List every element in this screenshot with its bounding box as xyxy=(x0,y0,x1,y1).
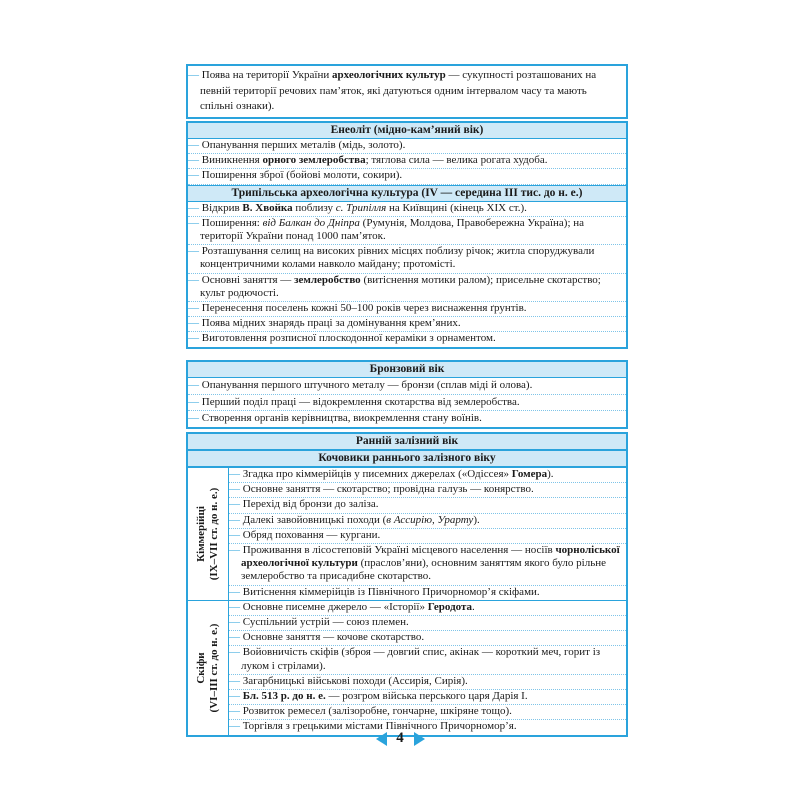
people-dates: (VI–III ст. до н. е.) xyxy=(208,623,220,713)
previous-page-icon[interactable] xyxy=(376,732,387,746)
list-item xyxy=(188,245,626,273)
list-item xyxy=(188,395,626,412)
list-item xyxy=(188,411,626,427)
list-item xyxy=(188,66,626,117)
item-text: Перенесення поселень кожні 50–100 років через виснаження ґрунтів. xyxy=(201,302,527,315)
list-item xyxy=(188,274,626,302)
item-text: Опанування першого штучного металу — бронзи (сплав міді й олова). xyxy=(201,379,533,391)
section-header: Бронзовий вік xyxy=(188,362,626,378)
item-text: ). xyxy=(473,513,480,526)
list-item xyxy=(188,169,626,184)
item-italic: в Ассирію, Урарту xyxy=(386,513,474,526)
section-header: Ранній залізний вік xyxy=(188,434,626,450)
item-text: Витіснення кіммерійців із Північного Причорномор’я скіфами. xyxy=(242,585,540,598)
item-text: Перший поділ праці — відокремлення скотарства від землеробства. xyxy=(201,395,520,408)
item-bold: орного землеробства xyxy=(262,154,366,167)
eneolithic-box xyxy=(186,121,628,349)
section-subheader: Трипільська археологічна культура (IV — середина III тис. до н. е.) xyxy=(188,185,626,202)
item-text: Основне писемне джерело — «Історії» xyxy=(242,600,428,613)
cimmerians-list xyxy=(229,468,626,600)
item-text: Перехід від бронзи до заліза. xyxy=(242,498,379,511)
item-text: Виникнення xyxy=(201,154,263,167)
list-item xyxy=(229,690,626,705)
section-header: Енеоліт (мідно-кам’яний вік) xyxy=(188,123,626,139)
item-text: Опанування перших металів (мідь, золото). xyxy=(201,139,406,151)
list-item xyxy=(188,317,626,332)
item-text: Торгівля з грецькими містами Північного Причорномор’я. xyxy=(242,720,517,733)
vertical-label xyxy=(195,623,221,712)
item-text: Виготовлення розписної плоскодонної кераміки з орнаментом. xyxy=(201,332,496,345)
section-subheader: Кочовики раннього залізного віку xyxy=(188,450,626,467)
list-item xyxy=(188,154,626,169)
cimmerians-section xyxy=(188,467,626,600)
item-text: ; тяглова сила — велика рогата худоба. xyxy=(365,154,548,167)
list-item xyxy=(188,202,626,217)
people-name: Кіммерійці xyxy=(195,506,207,562)
list-item xyxy=(188,302,626,317)
page-navigation xyxy=(0,730,800,747)
list-item xyxy=(229,529,626,544)
list-item xyxy=(188,139,626,154)
item-text: Поширення: xyxy=(201,216,263,229)
bronze-age-box xyxy=(186,360,628,429)
list-item xyxy=(229,616,626,631)
item-bold: В. Хвойка xyxy=(242,201,293,214)
list-item xyxy=(229,468,626,483)
list-item xyxy=(229,675,626,690)
next-page-icon[interactable] xyxy=(414,732,425,746)
archaeological-cultures-box xyxy=(186,64,628,119)
item-text: Поява на території України xyxy=(201,69,332,81)
item-text: Створення органів керівництва, виокремлення стану воїнів. xyxy=(201,412,482,424)
item-text: (праслов’яни), основним заняттям якого було рільне землеробство та присадибне скотарство. xyxy=(241,557,606,583)
vertical-label xyxy=(195,488,221,581)
list-item xyxy=(188,332,626,346)
item-text: Основні заняття — xyxy=(201,273,295,286)
list-item xyxy=(229,705,626,720)
item-bold: Бл. 513 р. до н. е. xyxy=(242,690,326,703)
scythians-section xyxy=(188,600,626,735)
item-text: на Київщині (кінець XIX ст.). xyxy=(386,201,527,214)
page-number: 4 xyxy=(396,730,404,746)
list-item xyxy=(188,217,626,245)
cimmerians-side-label xyxy=(188,468,229,600)
list-item xyxy=(188,378,626,395)
list-item xyxy=(229,483,626,498)
item-text: Поширення зброї (бойові молоти, сокири). xyxy=(201,169,403,182)
item-bold: землеробство xyxy=(294,273,361,286)
item-text: Далекі завойовницькі походи ( xyxy=(242,513,387,526)
item-text: Основне заняття — кочове скотарство. xyxy=(242,631,425,644)
item-text: Суспільний устрій — союз племен. xyxy=(242,616,409,629)
item-text: . xyxy=(472,600,475,613)
scythians-list xyxy=(229,601,626,735)
item-bold: чорноліської археологічної культури xyxy=(241,544,620,570)
item-bold: Гомера xyxy=(511,468,548,480)
item-text: поблизу xyxy=(292,201,336,214)
item-italic: с. Трипілля xyxy=(335,201,387,214)
scythians-side-label xyxy=(188,601,229,735)
list-item xyxy=(229,514,626,529)
item-text: Розвиток ремесел (залізоробне, гончарне, шкіряне тощо). xyxy=(242,705,512,718)
people-dates: (IX–VII ст. до н. е.) xyxy=(208,487,220,581)
list-item xyxy=(229,544,626,586)
list-item xyxy=(229,498,626,513)
item-text: (Румунія, Молдова, Правобережна Україна); на території України понад 1000 пам’яток. xyxy=(200,216,585,243)
item-bold: Геродота xyxy=(427,600,473,613)
item-text: Загарбницькі військові походи (Ассирія, Сирія). xyxy=(242,674,468,687)
list-item xyxy=(229,586,626,600)
people-name: Скіфи xyxy=(195,652,207,684)
item-text: Відкрив xyxy=(201,201,243,214)
item-text: Войовничість скіфів (зброя — довгий спис, акінак — короткий меч, горит із луком і стрілами). xyxy=(241,646,601,672)
list-item xyxy=(229,631,626,646)
item-text: Обряд поховання — кургани. xyxy=(242,528,381,541)
item-bold: археологічних культур xyxy=(331,69,446,81)
item-text: Згадка про кіммерійців у писемних джерелах («Одіссея» xyxy=(242,468,512,480)
item-text: (витіснення мотики ралом); присельне скотарство; культ родючості. xyxy=(200,273,601,299)
item-text: — сукупності розташованих на певній території речових пам’яток, які датуються одним інтервалом часу та мають спільні ознаки). xyxy=(200,69,597,112)
item-italic: від Балкан до Дніпра xyxy=(262,216,360,229)
item-text: Проживання в лісостеповій Україні місцевого населення — носіїв xyxy=(242,544,556,557)
item-text: Розташування селищ на високих рівних місцях поблизу річок; житла споруджували концентричними колами навколо майдану; протомісті. xyxy=(200,245,595,271)
early-iron-age-box xyxy=(186,432,628,737)
item-text: ). xyxy=(547,468,554,480)
item-text: Поява мідних знарядь праці за домінування крем’яних. xyxy=(201,317,461,330)
item-text: Основне заняття — скотарство; провідна галузь — конярство. xyxy=(242,483,534,496)
list-item xyxy=(229,646,626,674)
item-text: — розгром війська перського царя Дарія I. xyxy=(325,690,528,703)
list-item xyxy=(229,601,626,616)
